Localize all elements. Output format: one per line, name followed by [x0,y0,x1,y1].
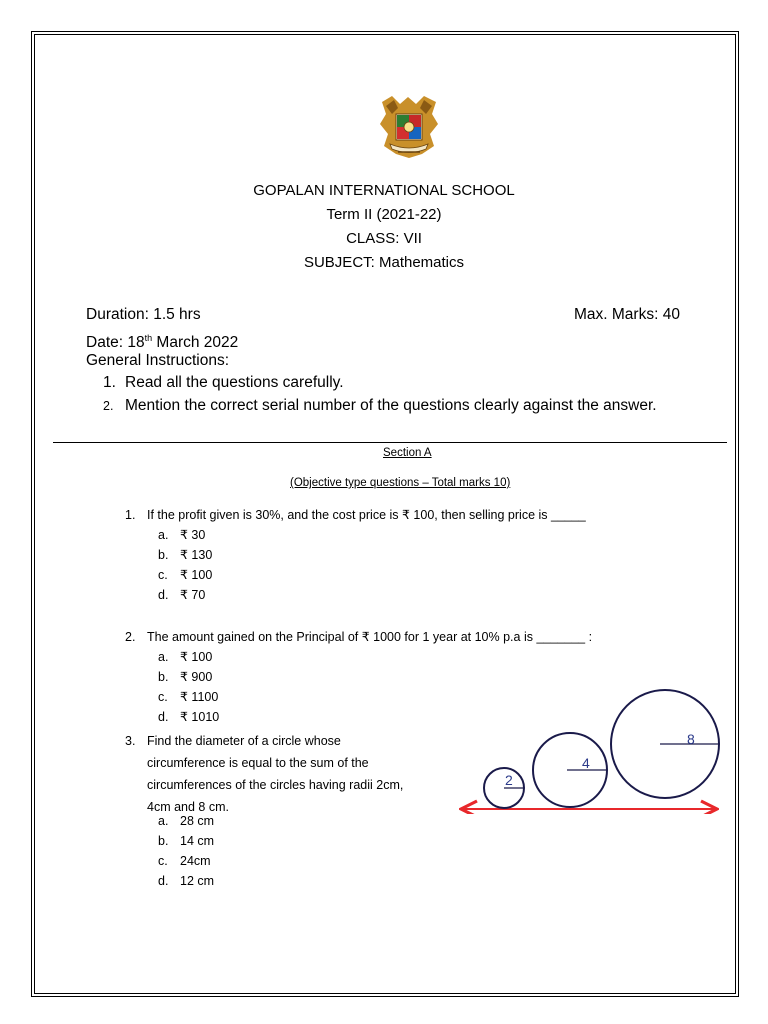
school-name: GOPALAN INTERNATIONAL SCHOOL [253,182,515,199]
date-prefix: Date: 18 [86,334,145,352]
option-letter: d. [158,874,169,888]
question-text: If the profit given is 30%, and the cost price is ₹ 100, then selling price is _____ [147,508,586,522]
option-text: ₹ 100 [180,650,213,664]
option-text: 28 cm [180,814,215,828]
option-letter: b. [158,834,169,848]
duration: Duration: 1.5 hrs [86,306,201,323]
exam-date [86,328,238,353]
option-text: ₹ 100 [180,568,213,582]
question-2 [125,629,592,645]
option-text: ₹ 30 [180,528,206,542]
option-item [158,833,214,849]
option-text: 12 cm [180,874,215,888]
option-letter: a. [158,528,169,542]
option-text: 14 cm [180,834,215,848]
option-text: ₹ 130 [180,548,213,562]
option-letter: b. [158,548,169,562]
option-letter: a. [158,650,169,664]
max-marks: Max. Marks: 40 [574,306,680,323]
option-text: ₹ 1010 [180,710,220,724]
question-text: The amount gained on the Principal of ₹ 1000 for 1 year at 10% p.a is _______ : [147,630,593,644]
option-item [158,669,212,685]
instruction-text: Read all the questions carefully. [125,374,344,391]
option-item [158,527,205,543]
question-text-line: circumference is equal to the sum of the [147,756,369,770]
question-text-line: Find the diameter of a circle whose [147,734,341,748]
option-letter: a. [158,814,169,828]
question-text-line: circumferences of the circles having radii 2cm, [147,778,404,792]
instruction-text: Mention the correct serial number of the questions clearly against the answer. [125,397,657,414]
option-letter: c. [158,568,168,582]
circles-figure [455,682,725,814]
divider-line [53,442,727,443]
option-item [158,587,205,603]
option-item [158,813,214,829]
radius-label-4: 4 [582,755,590,771]
option-item [158,567,212,583]
option-letter: d. [158,588,169,602]
option-item [158,853,211,869]
date-suffix: March 2022 [152,334,239,352]
section-title: Section A [383,447,432,459]
question-text-line: 4cm and 8 cm. [147,800,229,814]
question-number: 1. [125,508,136,522]
option-item [158,873,214,889]
instruction-item [103,396,657,416]
general-instructions-heading: General Instructions: [86,352,230,369]
section-subtitle: (Objective type questions – Total marks 10) [290,477,511,489]
option-letter: c. [158,690,168,704]
option-letter: d. [158,710,169,724]
option-text: ₹ 900 [180,670,213,684]
instruction-item [103,373,344,393]
radius-label-2: 2 [505,772,513,788]
option-text: ₹ 1100 [180,690,219,704]
option-text: ₹ 70 [180,588,206,602]
date-sup: th [144,333,153,343]
class-line: CLASS: VII [346,230,422,247]
subject-line: SUBJECT: Mathematics [303,254,465,271]
question-3-text [147,730,403,818]
option-item [158,649,212,665]
radius-label-8: 8 [687,731,695,747]
term-line: Term II (2021-22) [326,206,442,223]
option-item [158,689,218,705]
question-number: 3. [125,734,136,748]
option-item [158,709,219,725]
instruction-number: 2. [103,399,114,413]
option-letter: c. [158,854,168,868]
question-1 [125,507,586,523]
option-item [158,547,212,563]
question-number: 2. [125,630,136,644]
option-text: 24cm [180,854,211,868]
option-letter: b. [158,670,169,684]
instruction-number: 1. [103,374,116,391]
school-crest-icon [378,94,440,160]
